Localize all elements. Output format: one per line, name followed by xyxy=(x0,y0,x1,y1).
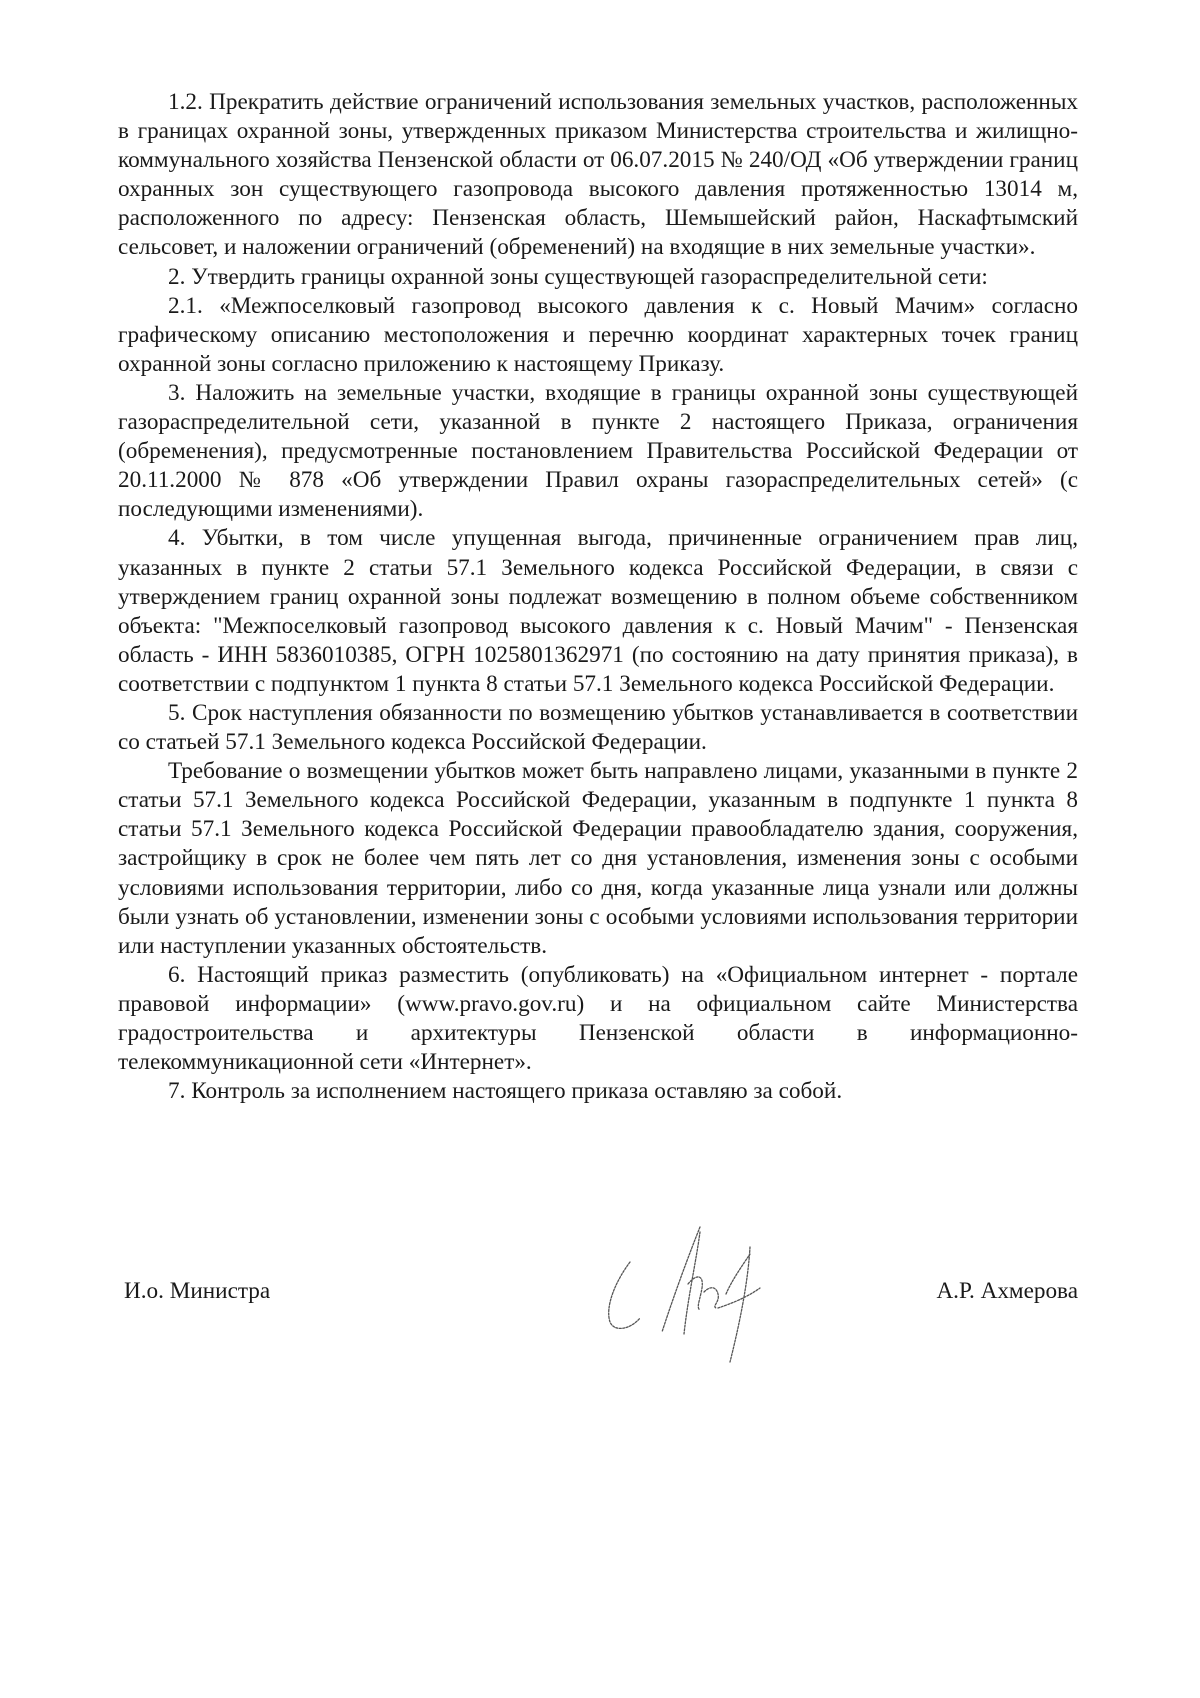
paragraph-2-1: 2.1. «Межпоселковый газопровод высокого давления к с. Новый Мачим» согласно графическому описанию местоположения и перечню координат характерных точек границ охранной зоны согласно приложению к настоящему Приказу. xyxy=(118,292,1078,377)
signatory-name: А.Р. Ахмерова xyxy=(936,1278,1078,1304)
paragraph-6: 6. Настоящий приказ разместить (опубликовать) на «Официальном интернет - портале правовой информации» (www.pravo.gov.ru) и на официальном сайте Министерства градостроительства и архитектуры Пензенской области в информационно-телекоммуникационной сети «Интернет». xyxy=(118,961,1078,1076)
paragraph-2: 2. Утвердить границы охранной зоны существующей газораспределительной сети: xyxy=(168,263,988,290)
document-body xyxy=(118,88,1078,1106)
paragraph-4: 4. Убытки, в том числе упущенная выгода, причиненные ограничением прав лиц, указанных в пункте 2 статьи 57.1 Земельного кодекса Российской Федерации, в связи с утверждением границ охранной зоны подлежат возмещению в полном объеме собственником объекта: "Межпоселковый газопровод высокого давления к с. Новый Мачим" - Пензенская область - ИНН 5836010385, ОГРН 1025801362971 (по состоянию на дату принятия приказа), в соответствии с подпунктом 1 пункта 8 статьи 57.1 Земельного кодекса Российской Федерации. xyxy=(118,525,1078,697)
paragraph-1-2: 1.2. Прекратить действие ограничений использования земельных участков, расположенных в границах охранной зоны, утвержденных приказом Министерства строительства и жилищно-коммунального хозяйства Пензенской области от 06.07.2015 № 240/ОД «Об утверждении границ охранных зон существующего газопровода высокого давления протяженностью 13014 м, расположенного по адресу: Пензенская область, Шемышейский район, Наскафтымский сельсовет, и наложении ограничений (обременений) на входящие в них земельные участки». xyxy=(118,89,1078,261)
paragraph-7: 7. Контроль за исполнением настоящего приказа оставляю за собой. xyxy=(168,1078,843,1105)
paragraph-3: 3. Наложить на земельные участки, входящие в границы охранной зоны существующей газораспределительной сети, указанной в пункте 2 настоящего Приказа, ограничения (обременения), предусмотренные постановлением Правительства Российской Федерации от 20.11.2000 № 878 «Об утверждении Правил охраны газораспределительных сетей» (с последующими изменениями). xyxy=(118,379,1078,523)
paragraph-5: 5. Срок наступления обязанности по возмещению убытков устанавливается в соответствии со статьей 57.1 Земельного кодекса Российской Федерации. xyxy=(118,699,1078,756)
paragraph-5-claim: Требование о возмещении убытков может быть направлено лицами, указанными в пункте 2 статьи 57.1 Земельного кодекса Российской Федерации, указанным в подпункте 1 пункта 8 статьи 57.1 Земельного кодекса Российской Федерации правообладателю здания, сооружения, застройщику в срок не более чем пять лет со дня установления, изменения зоны с особыми условиями использования территории, либо со дня, когда указанные лица узнали или должны были узнать об установлении, изменении зоны с особыми условиями использования территории или наступлении указанных обстоятельств. xyxy=(118,758,1078,959)
signatory-position: И.о. Министра xyxy=(124,1278,271,1304)
signature-block xyxy=(118,1278,1078,1338)
